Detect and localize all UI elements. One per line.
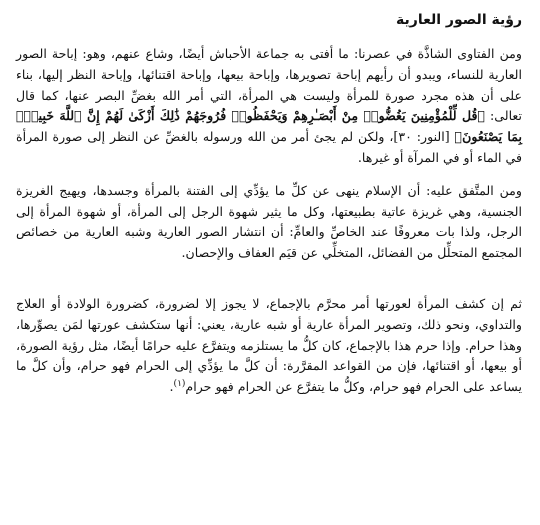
section-title: رؤية الصور العارية <box>396 12 522 28</box>
paragraph-3-end: . <box>169 379 174 395</box>
paragraph-1-continuation: [النور: ٣٠]، ولكن لم يجئ أمر من الله ورسوله بالغضِّ عن النظر إلى صورة المرأة في الماء أو في المرآة أو غيرها. <box>16 129 522 165</box>
paragraph-1-text: ومن الفتاوى الشاذَّة في عصرنا: ما أفتى به جماعة الأحباش أيضًا، وشاع عنهم، وهو: إباحة الصور العارية للنساء، ويبدو أن رأيهم إباحة تصويرها، وإباحة بيعها، وإباحة اقتنائها، وإباحة النظر إليها، بناء على أن هذه مجرد صورة للمرأة وليست هي المرأة، التي أمر الله بغضِّ البصر عنها، كما قال تعالى: <box>16 46 522 124</box>
paragraph-3 <box>16 294 522 398</box>
paragraph-1 <box>16 44 522 169</box>
paragraph-2: ومن المتَّفق عليه: أن الإسلام ينهى عن كلِّ ما يؤدِّي إلى الفتنة بالمرأة وجسدها، ويهيج الغريزة الجنسية، وهي غريزة عاتية بطبيعتها، وكل ما يثير شهوة الرجل إلى المرأة، أو شهوة المرأة إلى الرجل، ولذا بات معروفًا عند الخاصِّ والعامِّ: أن انتشار الصور العارية وشبه العارية من خصائص المجتمع المتحلِّل من الفضائل، المتخلِّي عن قيَم العفاف والإحصان. <box>16 182 522 261</box>
paragraph-3-text: ثم إن كشف المرأة لعورتها أمر محرَّم بالإجماع، لا يجوز إلا لضرورة، كضرورة الولادة أو العلاج والتداوي، ونحو ذلك، وتصوير المرأة عارية أو شبه عارية، يعني: أنها ستكشف عورتها لمَن يصوِّرها، وهذا حرام. وإذا حرم هذا بالإجماع، كان كلُّ ما يستلزمه ويتفرَّع عليه حرامًا أيضًا، مثل رؤية الصورة، أو بيعها، أو اقتنائها، فإن من القواعد المقرَّرة: أن كلَّ ما يؤدِّي إلى الحرام فهو حرام، وأن كلَّ ما يساعد على الحرام فهو حرام، وكلُّ ما يتفرَّع عن الحرام فهو حرام <box>16 295 522 395</box>
quran-verse: ﴿قُل لِّلْمُؤْمِنِينَ يَغُضُّوا۟ مِنْ أَبْصَـٰرِهِمْ وَيَحْفَظُوا۟ فُرُوجَهُمْ ذَٰلِكَ أَزْكَىٰ لَهُمْ إِنَّ ٱللَّهَ خَبِيرٌۢ بِمَا يَصْنَعُونَ﴾ <box>16 108 523 145</box>
footnote-marker[interactable]: (١) <box>173 378 186 389</box>
